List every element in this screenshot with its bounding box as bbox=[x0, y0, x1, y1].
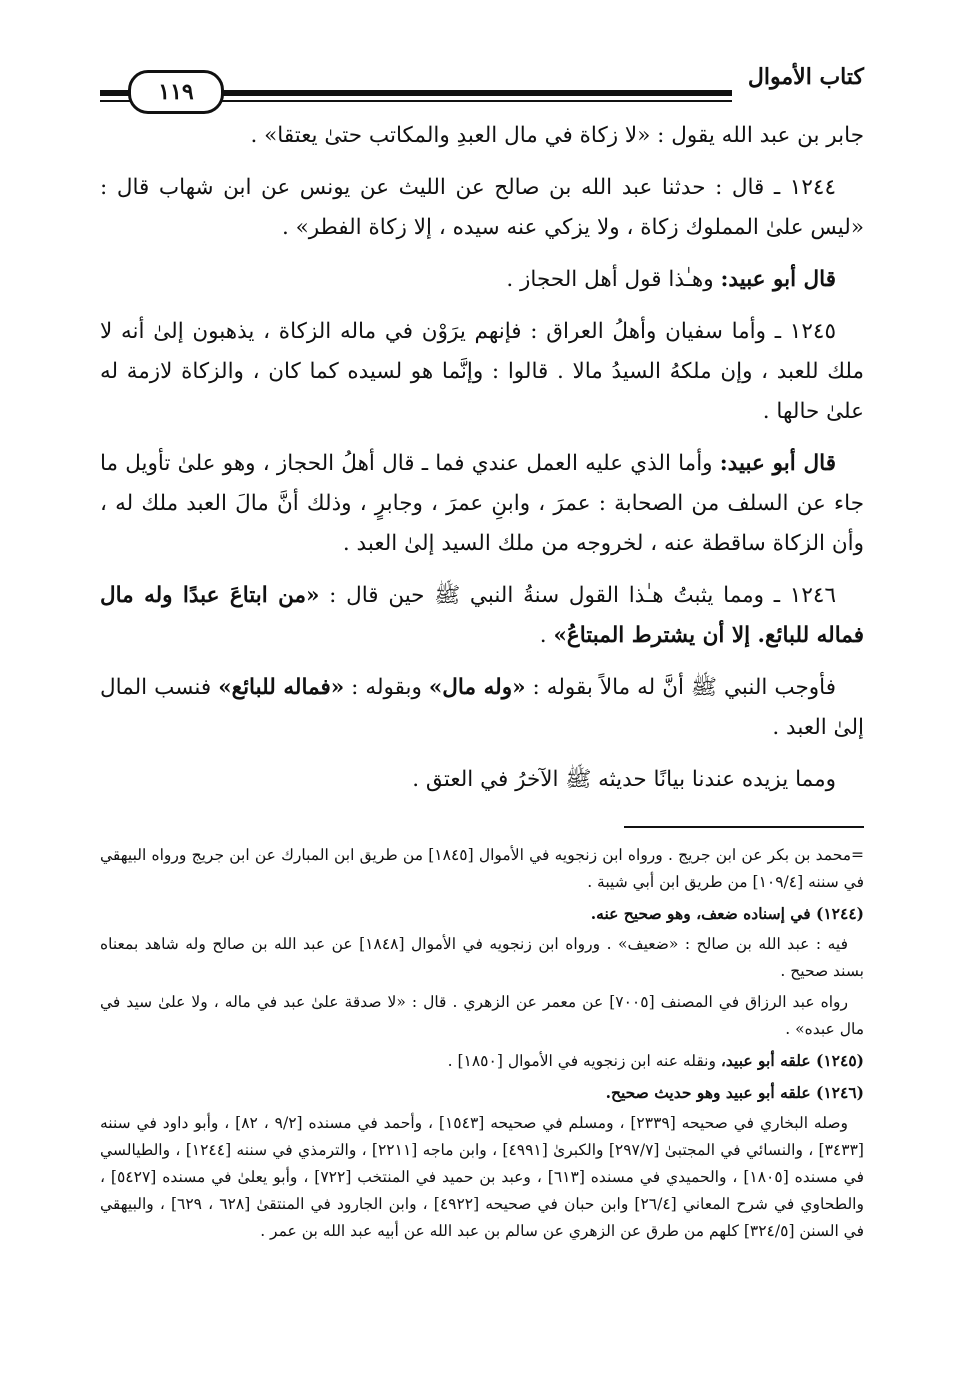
paragraph-8: ومما يزيده عندنا بيانًا حديثه ﷺ الآخرُ في العتق . bbox=[412, 767, 836, 792]
hadith-quote: «فماله للبائع» bbox=[218, 675, 345, 700]
hadith-quote: «من ابتاعَ عبدًا وله مال فماله للبائع. إلا أن يشترط المبتاعُ» bbox=[100, 583, 864, 648]
paragraph-1244: ١٢٤٤ ـ قال : حدثنا عبد الله بن صالح عن الليث عن يونس عن ابن شهاب قال : «ليس علىٰ المملوك زكاة ، ولا يزكي عنه سيده ، إلا زكاة الفطر» . bbox=[100, 175, 864, 240]
footnote-1244-text-b: رواه عبد الرزاق في المصنف [٧٠٠٥] عن معمر عن الزهري . قال : «لا صدقة علىٰ عبد في ماله ، ولا علىٰ سيد في مال عبده» . bbox=[100, 993, 864, 1038]
paragraph-text: فأوجب النبي ﷺ أنَّ له مالاً بقوله : bbox=[525, 675, 836, 700]
footnote-continuation: =محمد بن بكر عن ابن جريج . ورواه ابن زنجويه في الأموال [١٨٤٥] من طريق ابن المبارك عن ابن جريج ورواه البيهقي في سننه [١٠٩/٤] من طريق ابن أبي شيبة . bbox=[100, 846, 864, 891]
speaker-label: قال أبو عبيد: bbox=[719, 451, 836, 476]
paragraph-abu-ubaid-1 bbox=[100, 260, 864, 300]
paragraph-text: وهـٰذا قول أهل الحجاز . bbox=[506, 267, 721, 292]
book-title: كتاب الأموال bbox=[747, 64, 864, 90]
footnote-1245-heading: (١٢٤٥) علقه أبو عبيد، bbox=[720, 1051, 864, 1070]
footnote-1245 bbox=[100, 1047, 864, 1075]
footnote-1244-heading: (١٢٤٤) في إسناده ضعف، وهو صحيح عنه. bbox=[590, 904, 864, 923]
footnotes bbox=[100, 842, 864, 1245]
book-page bbox=[100, 60, 864, 1360]
footnote-1246-heading: (١٢٤٦) علقه أبو عبيد وهو حديث صحيح. bbox=[605, 1083, 864, 1102]
footnote-separator bbox=[624, 826, 864, 828]
speaker-label: قال أبو عبيد: bbox=[720, 267, 836, 292]
paragraph-1246 bbox=[100, 576, 864, 656]
paragraph-text: . bbox=[539, 623, 554, 648]
page-header bbox=[100, 60, 864, 116]
paragraph-abu-ubaid-2 bbox=[100, 444, 864, 564]
paragraph-1: جابر بن عبد الله يقول : «لا زكاة في مال العبدِ والمكاتب حتىٰ يعتقا» . bbox=[250, 123, 864, 148]
paragraph-text: ١٢٤٦ ـ ومما يثبتُ هـٰذا القول سنةُ النبي ﷺ حين قال : bbox=[319, 583, 836, 608]
footnote-1245-text: ونقله عنه ابن زنجويه في الأموال [١٨٥٠] . bbox=[447, 1052, 721, 1070]
hadith-quote: «وله مال» bbox=[428, 675, 526, 700]
paragraph-text: وبقوله : bbox=[344, 675, 429, 700]
main-text bbox=[100, 116, 864, 800]
page-number: ١١٩ bbox=[128, 70, 224, 114]
footnote-1244-text-a: فيه : عبد الله بن صالح : «ضعيف» . ورواه ابن زنجويه في الأموال [١٨٤٨] عن عبد الله بن صالح وله شاهد بمعناه بسند صحيح . bbox=[100, 935, 864, 980]
paragraph-1245: ١٢٤٥ ـ وأما سفيان وأهلُ العراق : فإنهم يرَوْن في ماله الزكاة ، يذهبون إلىٰ أنه لا ملك للعبد ، وإن ملكهُ السيدُ مالا . قالوا : وإنَّما هو لسيده كما كان ، والزكاة لازمة له علىٰ حالها . bbox=[100, 319, 864, 424]
paragraph-7 bbox=[100, 668, 864, 748]
paragraph-text: وأما الذي عليه العمل عندي فما ـ قال أهلُ الحجاز ، وهو علىٰ تأويل ما جاء عن السلف من الصحابة : عمرَ ، وابنِ عمرَ ، وجابرٍ ، وذلك أنَّ مالَ العبد ملك له ، وأن الزكاة ساقطة عنه ، لخروجه من ملك السيد إلىٰ العبد . bbox=[100, 451, 864, 556]
paragraph-text: فنسب المال إلىٰ العبد . bbox=[100, 675, 864, 740]
footnote-1246-text: وصله البخاري في صحيحه [٢٣٣٩] ، ومسلم في صحيحه [١٥٤٣] ، وأحمد في مسنده [٩/٢ ، ٨٢] ، وأبو داود في سننه [٣٤٣٣] ، والنسائي في المجتبىٰ [٢٩٧/٧] والكبرىٰ [٤٩٩١] ، وابن ماجه [٢٢١١] ، والترمذي في سننه [١٢٤٤] ، والطيالسي في مسنده [١٨٠٥] ، والحميدي في مسنده [٦١٣] ، وعبد بن حميد في المنتخب [٧٢٢] ، وأبو يعلىٰ في مسنده [٥٤٢٧] ، والطحاوي في شرح المعاني [٢٦/٤] وابن حبان في صحيحه [٤٩٢٢] ، وابن الجارود في المنتقىٰ [٦٢٨ ، ٦٢٩] ، والبيهقي في السنن [٣٢٤/٥] كلهم من طرق عن الزهري عن سالم بن عبد الله عن أبيه عبد الله بن عمر . bbox=[100, 1114, 864, 1240]
